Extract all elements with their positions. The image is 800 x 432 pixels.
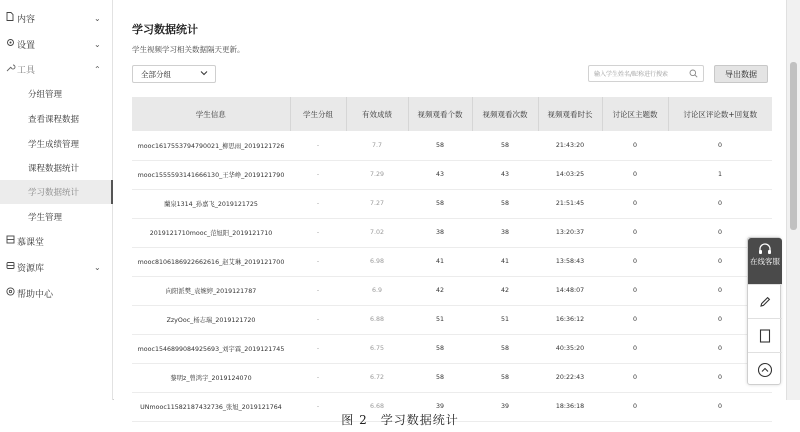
- table-cell: 1: [668, 160, 772, 189]
- table-cell: 58: [472, 131, 538, 160]
- table-cell: 6.72: [346, 363, 408, 392]
- table-row: [132, 189, 772, 218]
- column-header[interactable]: 学生分组: [290, 97, 346, 131]
- edit-button[interactable]: [748, 284, 782, 318]
- table-cell: 39: [408, 392, 472, 421]
- table-cell: -: [290, 189, 346, 218]
- main-panel: [114, 0, 786, 411]
- figure-caption: 图 2 学习数据统计: [341, 413, 459, 427]
- table-cell: 14:03:25: [538, 160, 602, 189]
- table-cell: 42: [472, 276, 538, 305]
- table-cell: 0: [602, 363, 668, 392]
- page-description: 学生视频学习相关数据隔天更新。: [132, 45, 245, 54]
- table-cell: 0: [668, 305, 772, 334]
- search-icon[interactable]: [689, 69, 698, 78]
- table-row: [132, 131, 772, 160]
- column-header[interactable]: 视频观看时长: [538, 97, 602, 131]
- table-cell: -: [290, 160, 346, 189]
- table-cell: 58: [472, 363, 538, 392]
- sidebar-item-help-center[interactable]: 帮助中心: [0, 282, 113, 304]
- column-header[interactable]: 讨论区主题数: [602, 97, 668, 131]
- sidebar-sub-student-management[interactable]: 学生管理: [28, 213, 63, 223]
- table-cell: 2019121710mooc_范旭阳_2019121710: [132, 218, 290, 247]
- sidebar-item-resource-library[interactable]: 资源库 ⌄: [0, 256, 113, 278]
- table-cell: 6.75: [346, 334, 408, 363]
- table-cell: mooc1617553794790021_柳思雨_2019121726: [132, 131, 290, 160]
- table-cell: 20:22:43: [538, 363, 602, 392]
- chevron-down-icon: ⌄: [94, 262, 101, 272]
- table-cell: mooc8106186922662616_赵艾琳_2019121700: [132, 247, 290, 276]
- table-cell: -: [290, 218, 346, 247]
- layers-icon: [5, 235, 15, 247]
- sidebar-item-mooc-class[interactable]: 慕课堂: [0, 230, 113, 252]
- table-cell: 6.68: [346, 392, 408, 421]
- table-cell: ZzyOoc_杨志瑞_2019121720: [132, 305, 290, 334]
- table-cell: 蘭泉1314_孙嘉飞_2019121725: [132, 189, 290, 218]
- table-cell: 38: [408, 218, 472, 247]
- table-cell: 0: [602, 247, 668, 276]
- table-cell: 0: [668, 218, 772, 247]
- table-cell: 58: [408, 189, 472, 218]
- table-cell: 0: [668, 247, 772, 276]
- vertical-scrollbar[interactable]: [786, 0, 800, 400]
- table-cell: 0: [602, 160, 668, 189]
- table-row: [132, 276, 772, 305]
- table-cell: 13:20:37: [538, 218, 602, 247]
- table-cell: 6.9: [346, 276, 408, 305]
- table-cell: 0: [668, 334, 772, 363]
- table-cell: -: [290, 363, 346, 392]
- table-cell: 58: [408, 334, 472, 363]
- table-row: [132, 160, 772, 189]
- page-title: 学习数据统计: [132, 23, 198, 36]
- table-cell: 黎明z_曾鸿宇_2019124070: [132, 363, 290, 392]
- column-header[interactable]: 视频观看个数: [408, 97, 472, 131]
- table-cell: mooc1546899084925693_刘宇霖_2019121745: [132, 334, 290, 363]
- table-cell: 0: [668, 189, 772, 218]
- table-cell: 13:58:43: [538, 247, 602, 276]
- table-cell: 58: [472, 334, 538, 363]
- chevron-down-icon: ⌄: [94, 13, 101, 23]
- table-cell: mooc1555593141666130_王华峥_2019121790: [132, 160, 290, 189]
- chevron-down-icon: [200, 69, 208, 79]
- search-placeholder: 输入学生姓名/昵称进行搜索: [594, 71, 669, 78]
- table-cell: 43: [472, 160, 538, 189]
- chevron-down-icon: ⌄: [94, 39, 101, 49]
- table-cell: 向阳派樊_袁婉婷_2019121787: [132, 276, 290, 305]
- online-service-label: 在线客服: [750, 257, 780, 266]
- table-cell: 39: [472, 392, 538, 421]
- headset-icon: [758, 243, 772, 256]
- table-cell: 16:36:12: [538, 305, 602, 334]
- table-cell: 40:35:20: [538, 334, 602, 363]
- learning-data-table: [132, 97, 772, 422]
- table-cell: 51: [408, 305, 472, 334]
- table-cell: 0: [602, 189, 668, 218]
- table-row: [132, 218, 772, 247]
- table-cell: 0: [668, 131, 772, 160]
- table-cell: 6.88: [346, 305, 408, 334]
- table-cell: -: [290, 131, 346, 160]
- table-cell: 7.29: [346, 160, 408, 189]
- sidebar-sub-course-statistics[interactable]: 课程数据统计: [28, 164, 80, 174]
- table-header-row: [132, 97, 772, 131]
- table-cell: -: [290, 276, 346, 305]
- export-data-button[interactable]: 导出数据: [714, 65, 768, 83]
- table-cell: 43: [408, 160, 472, 189]
- table-row: [132, 247, 772, 276]
- table-row: [132, 334, 772, 363]
- page-icon: [759, 329, 771, 343]
- table-row: [132, 363, 772, 392]
- table-cell: -: [290, 334, 346, 363]
- table-cell: 58: [408, 363, 472, 392]
- chevron-up-circle-icon: [757, 362, 773, 378]
- wrench-icon: [5, 63, 15, 75]
- table-cell: 58: [472, 189, 538, 218]
- table-cell: 0: [602, 305, 668, 334]
- sidebar-item-tools[interactable]: 工具 ⌃: [0, 58, 113, 80]
- table-cell: 0: [668, 363, 772, 392]
- table-cell: 6.98: [346, 247, 408, 276]
- sidebar-sub-grade-management[interactable]: 学生成绩管理: [28, 140, 80, 150]
- table-cell: 41: [472, 247, 538, 276]
- table-cell: 0: [602, 392, 668, 421]
- online-service-button[interactable]: [748, 238, 782, 284]
- sidebar: [0, 0, 113, 400]
- sidebar-item-content[interactable]: 内容 ⌄: [0, 7, 113, 29]
- table-row: [132, 305, 772, 334]
- table-cell: 41: [408, 247, 472, 276]
- table-cell: 21:43:20: [538, 131, 602, 160]
- column-header[interactable]: 视频观看次数: [472, 97, 538, 131]
- table-cell: 0: [668, 392, 772, 421]
- scrollbar-thumb[interactable]: [790, 62, 797, 230]
- table-cell: 51: [472, 305, 538, 334]
- column-header[interactable]: 学生信息: [132, 97, 290, 131]
- table-cell: 7.02: [346, 218, 408, 247]
- sidebar-item-settings[interactable]: 设置 ⌄: [0, 33, 113, 55]
- table-cell: 0: [668, 276, 772, 305]
- gear-icon: [5, 38, 15, 50]
- help-icon: [5, 287, 15, 299]
- table-cell: UNmooc11582187432736_张旭_2019121764: [132, 392, 290, 421]
- group-select-value: 全部分组: [141, 69, 171, 79]
- table-cell: 14:48:07: [538, 276, 602, 305]
- table-cell: 42: [408, 276, 472, 305]
- table-cell: 38: [472, 218, 538, 247]
- chevron-up-icon: ⌃: [94, 64, 101, 74]
- back-to-top-button[interactable]: [748, 352, 782, 386]
- sidebar-sub-course-data[interactable]: 查看课程数据: [28, 115, 80, 125]
- table-cell: 58: [408, 131, 472, 160]
- database-icon: [5, 261, 15, 273]
- table-cell: 7.7: [346, 131, 408, 160]
- table-cell: 0: [602, 218, 668, 247]
- table-cell: 21:51:45: [538, 189, 602, 218]
- group-select[interactable]: [132, 65, 216, 83]
- table-cell: 0: [602, 131, 668, 160]
- column-header[interactable]: 讨论区评论数+回复数: [668, 97, 772, 131]
- pencil-icon: [758, 295, 772, 309]
- sidebar-sub-learning-statistics[interactable]: 学习数据统计: [0, 180, 113, 204]
- table-cell: 7.27: [346, 189, 408, 218]
- table-cell: -: [290, 392, 346, 421]
- table-cell: 0: [602, 276, 668, 305]
- floating-toolbar: [747, 237, 781, 385]
- search-input[interactable]: [588, 65, 704, 82]
- table-cell: 0: [602, 334, 668, 363]
- table-cell: -: [290, 305, 346, 334]
- table-cell: -: [290, 247, 346, 276]
- table-cell: 18:36:18: [538, 392, 602, 421]
- document-button[interactable]: [748, 318, 782, 352]
- sidebar-sub-group-management[interactable]: 分组管理: [28, 90, 63, 100]
- document-icon: [5, 12, 15, 24]
- column-header[interactable]: 有效成绩: [346, 97, 408, 131]
